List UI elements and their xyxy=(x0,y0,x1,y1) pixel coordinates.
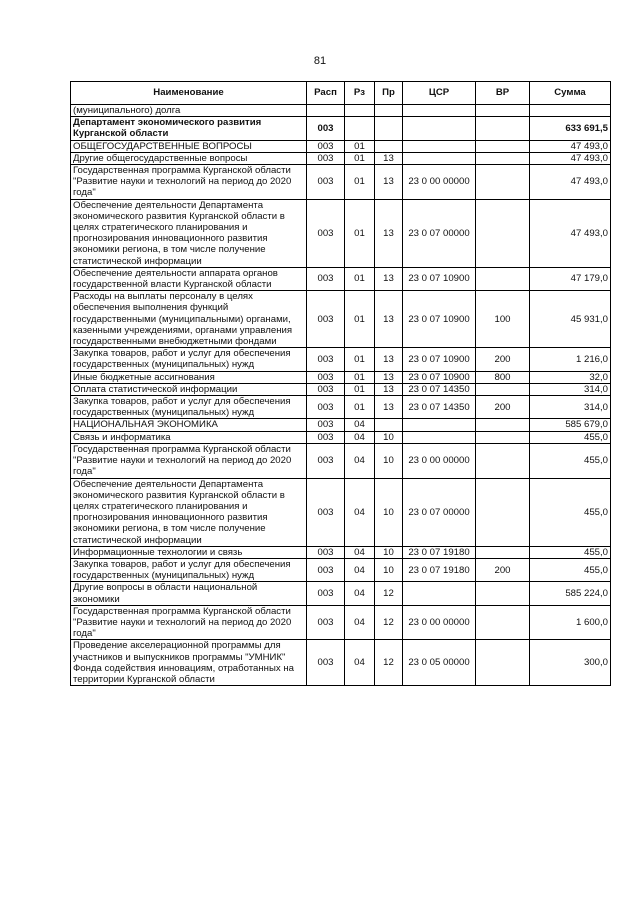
cell-pr xyxy=(375,419,403,431)
cell-pr: 13 xyxy=(375,348,403,371)
cell-rz: 01 xyxy=(345,371,375,383)
cell-sum: 455,0 xyxy=(530,431,611,443)
cell-name: Расходы на выплаты персоналу в целях обеспечения выполнения функций государственными (муниципальными) органами, казенными учреждениями, органами управления государственными внебюджетными фондами xyxy=(71,291,307,348)
cell-sum: 1 216,0 xyxy=(530,348,611,371)
cell-rz: 04 xyxy=(345,558,375,581)
cell-name: Иные бюджетные ассигнования xyxy=(71,371,307,383)
cell-pr: 12 xyxy=(375,640,403,686)
cell-name: Другие общегосударственные вопросы xyxy=(71,152,307,164)
cell-rasp: 003 xyxy=(307,558,345,581)
cell-sum: 47 493,0 xyxy=(530,199,611,267)
cell-rasp: 003 xyxy=(307,419,345,431)
cell-csr: 23 0 00 00000 xyxy=(403,443,476,478)
table-row xyxy=(71,291,611,348)
cell-pr: 10 xyxy=(375,478,403,546)
cell-vr xyxy=(476,140,530,152)
cell-csr: 23 0 07 00000 xyxy=(403,199,476,267)
table-row xyxy=(71,165,611,200)
cell-csr: 23 0 07 00000 xyxy=(403,478,476,546)
cell-rz: 01 xyxy=(345,199,375,267)
cell-rz: 01 xyxy=(345,165,375,200)
table-row xyxy=(71,431,611,443)
cell-sum: 455,0 xyxy=(530,443,611,478)
table-body xyxy=(71,105,611,686)
table-row xyxy=(71,371,611,383)
table-row xyxy=(71,117,611,140)
cell-pr: 13 xyxy=(375,396,403,419)
cell-name: Государственная программа Курганской области "Развитие науки и технологий на период до 2020 года" xyxy=(71,605,307,640)
cell-rz: 01 xyxy=(345,152,375,164)
cell-rasp: 003 xyxy=(307,431,345,443)
cell-vr: 200 xyxy=(476,396,530,419)
cell-csr xyxy=(403,419,476,431)
cell-csr: 23 0 07 19180 xyxy=(403,546,476,558)
header-csr: ЦСР xyxy=(403,82,476,105)
cell-vr xyxy=(476,152,530,164)
cell-rasp: 003 xyxy=(307,117,345,140)
cell-rz: 04 xyxy=(345,605,375,640)
cell-pr: 13 xyxy=(375,371,403,383)
cell-vr xyxy=(476,640,530,686)
cell-rasp: 003 xyxy=(307,546,345,558)
table-row xyxy=(71,443,611,478)
cell-vr xyxy=(476,582,530,605)
cell-sum: 32,0 xyxy=(530,371,611,383)
cell-name: Закупка товаров, работ и услуг для обеспечения государственных (муниципальных) нужд xyxy=(71,396,307,419)
cell-name: Информационные технологии и связь xyxy=(71,546,307,558)
cell-rasp: 003 xyxy=(307,291,345,348)
cell-sum: 633 691,5 xyxy=(530,117,611,140)
cell-rasp: 003 xyxy=(307,267,345,290)
cell-rasp: 003 xyxy=(307,478,345,546)
cell-name: Государственная программа Курганской области "Развитие науки и технологий на период до 2020 года" xyxy=(71,443,307,478)
cell-csr: 23 0 07 10900 xyxy=(403,291,476,348)
cell-rz: 01 xyxy=(345,348,375,371)
cell-rz xyxy=(345,105,375,117)
cell-sum: 300,0 xyxy=(530,640,611,686)
cell-csr xyxy=(403,105,476,117)
cell-csr: 23 0 07 10900 xyxy=(403,348,476,371)
cell-csr: 23 0 07 14350 xyxy=(403,383,476,395)
cell-name: Обеспечение деятельности аппарата органов государственной власти Курганской области xyxy=(71,267,307,290)
cell-csr xyxy=(403,431,476,443)
cell-pr: 12 xyxy=(375,582,403,605)
cell-sum: 585 679,0 xyxy=(530,419,611,431)
cell-csr: 23 0 07 10900 xyxy=(403,371,476,383)
cell-pr: 13 xyxy=(375,199,403,267)
cell-rasp: 003 xyxy=(307,383,345,395)
cell-rasp: 003 xyxy=(307,443,345,478)
cell-rz: 01 xyxy=(345,140,375,152)
header-pr: Пр xyxy=(375,82,403,105)
header-name: Наименование xyxy=(71,82,307,105)
cell-rz: 04 xyxy=(345,640,375,686)
cell-rasp: 003 xyxy=(307,199,345,267)
cell-name: Обеспечение деятельности Департамента экономического развития Курганской области в целях стратегического планирования и прогнозирования инновационного развития экономики региона, в том числе получение статистической информации xyxy=(71,478,307,546)
cell-vr xyxy=(476,105,530,117)
cell-sum: 314,0 xyxy=(530,396,611,419)
cell-rasp: 003 xyxy=(307,640,345,686)
cell-csr: 23 0 00 00000 xyxy=(403,605,476,640)
cell-name: Проведение акселерационной программы для участников и выпускников программы "УМНИК" Фонда содействия инновациям, отработанных на территории Курганской области xyxy=(71,640,307,686)
cell-csr: 23 0 05 00000 xyxy=(403,640,476,686)
cell-sum: 45 931,0 xyxy=(530,291,611,348)
cell-name: Закупка товаров, работ и услуг для обеспечения государственных (муниципальных) нужд xyxy=(71,348,307,371)
cell-rz: 04 xyxy=(345,419,375,431)
cell-name: НАЦИОНАЛЬНАЯ ЭКОНОМИКА xyxy=(71,419,307,431)
cell-pr xyxy=(375,117,403,140)
cell-vr: 100 xyxy=(476,291,530,348)
cell-vr xyxy=(476,267,530,290)
cell-pr xyxy=(375,105,403,117)
cell-csr: 23 0 07 19180 xyxy=(403,558,476,581)
cell-pr: 10 xyxy=(375,558,403,581)
cell-name: Оплата статистической информации xyxy=(71,383,307,395)
cell-rz: 04 xyxy=(345,582,375,605)
cell-pr: 13 xyxy=(375,267,403,290)
cell-name: Другие вопросы в области национальной экономики xyxy=(71,582,307,605)
cell-rasp: 003 xyxy=(307,152,345,164)
cell-name: (муниципального) долга xyxy=(71,105,307,117)
cell-pr: 10 xyxy=(375,546,403,558)
cell-sum: 455,0 xyxy=(530,478,611,546)
cell-sum: 47 493,0 xyxy=(530,152,611,164)
table-row xyxy=(71,478,611,546)
cell-vr: 200 xyxy=(476,348,530,371)
cell-vr xyxy=(476,165,530,200)
cell-csr xyxy=(403,152,476,164)
table-row xyxy=(71,419,611,431)
cell-vr xyxy=(476,546,530,558)
cell-vr xyxy=(476,117,530,140)
cell-csr: 23 0 00 00000 xyxy=(403,165,476,200)
header-vr: ВР xyxy=(476,82,530,105)
cell-name: Департамент экономического развития Курганской области xyxy=(71,117,307,140)
header-rz: Рз xyxy=(345,82,375,105)
cell-csr: 23 0 07 10900 xyxy=(403,267,476,290)
cell-rasp: 003 xyxy=(307,348,345,371)
cell-sum: 47 179,0 xyxy=(530,267,611,290)
table-row xyxy=(71,267,611,290)
table-row xyxy=(71,582,611,605)
table-row xyxy=(71,105,611,117)
table-row xyxy=(71,605,611,640)
cell-sum: 47 493,0 xyxy=(530,140,611,152)
cell-vr xyxy=(476,431,530,443)
cell-pr: 10 xyxy=(375,431,403,443)
cell-rz: 01 xyxy=(345,291,375,348)
cell-sum: 455,0 xyxy=(530,558,611,581)
cell-rasp: 003 xyxy=(307,165,345,200)
cell-csr xyxy=(403,140,476,152)
table-row xyxy=(71,152,611,164)
cell-pr: 13 xyxy=(375,383,403,395)
cell-sum: 314,0 xyxy=(530,383,611,395)
cell-rz: 04 xyxy=(345,443,375,478)
cell-pr: 12 xyxy=(375,605,403,640)
cell-csr: 23 0 07 14350 xyxy=(403,396,476,419)
cell-rasp: 003 xyxy=(307,140,345,152)
cell-rz: 04 xyxy=(345,546,375,558)
cell-rz: 04 xyxy=(345,431,375,443)
cell-vr xyxy=(476,383,530,395)
cell-csr xyxy=(403,582,476,605)
cell-rasp: 003 xyxy=(307,371,345,383)
cell-vr xyxy=(476,199,530,267)
header-sum: Сумма xyxy=(530,82,611,105)
cell-pr: 10 xyxy=(375,443,403,478)
cell-name: Связь и информатика xyxy=(71,431,307,443)
cell-name: Обеспечение деятельности Департамента экономического развития Курганской области в целях стратегического планирования и прогнозирования инновационного развития экономики региона, в том числе получение статистической информации xyxy=(71,199,307,267)
cell-sum: 1 600,0 xyxy=(530,605,611,640)
cell-sum xyxy=(530,105,611,117)
budget-table xyxy=(70,81,611,686)
cell-vr: 200 xyxy=(476,558,530,581)
cell-sum: 455,0 xyxy=(530,546,611,558)
table-row xyxy=(71,640,611,686)
cell-name: Закупка товаров, работ и услуг для обеспечения государственных (муниципальных) нужд xyxy=(71,558,307,581)
table-row xyxy=(71,199,611,267)
cell-vr xyxy=(476,419,530,431)
table-row xyxy=(71,140,611,152)
header-rasp: Расп xyxy=(307,82,345,105)
cell-vr: 800 xyxy=(476,371,530,383)
cell-name: Государственная программа Курганской области "Развитие науки и технологий на период до 2020 года" xyxy=(71,165,307,200)
cell-sum: 585 224,0 xyxy=(530,582,611,605)
table-row xyxy=(71,383,611,395)
table-header-row xyxy=(71,82,611,105)
cell-csr xyxy=(403,117,476,140)
cell-rasp: 003 xyxy=(307,582,345,605)
cell-pr: 13 xyxy=(375,291,403,348)
cell-rasp xyxy=(307,105,345,117)
cell-rz xyxy=(345,117,375,140)
page-number: 81 xyxy=(313,55,327,67)
cell-name: ОБЩЕГОСУДАРСТВЕННЫЕ ВОПРОСЫ xyxy=(71,140,307,152)
cell-rasp: 003 xyxy=(307,605,345,640)
cell-vr xyxy=(476,605,530,640)
cell-vr xyxy=(476,443,530,478)
cell-rz: 04 xyxy=(345,478,375,546)
table-row xyxy=(71,348,611,371)
cell-pr: 13 xyxy=(375,152,403,164)
cell-rz: 01 xyxy=(345,396,375,419)
cell-pr xyxy=(375,140,403,152)
cell-rz: 01 xyxy=(345,383,375,395)
cell-vr xyxy=(476,478,530,546)
cell-pr: 13 xyxy=(375,165,403,200)
table-row xyxy=(71,558,611,581)
cell-rz: 01 xyxy=(345,267,375,290)
table-row xyxy=(71,546,611,558)
table-row xyxy=(71,396,611,419)
cell-rasp: 003 xyxy=(307,396,345,419)
cell-sum: 47 493,0 xyxy=(530,165,611,200)
